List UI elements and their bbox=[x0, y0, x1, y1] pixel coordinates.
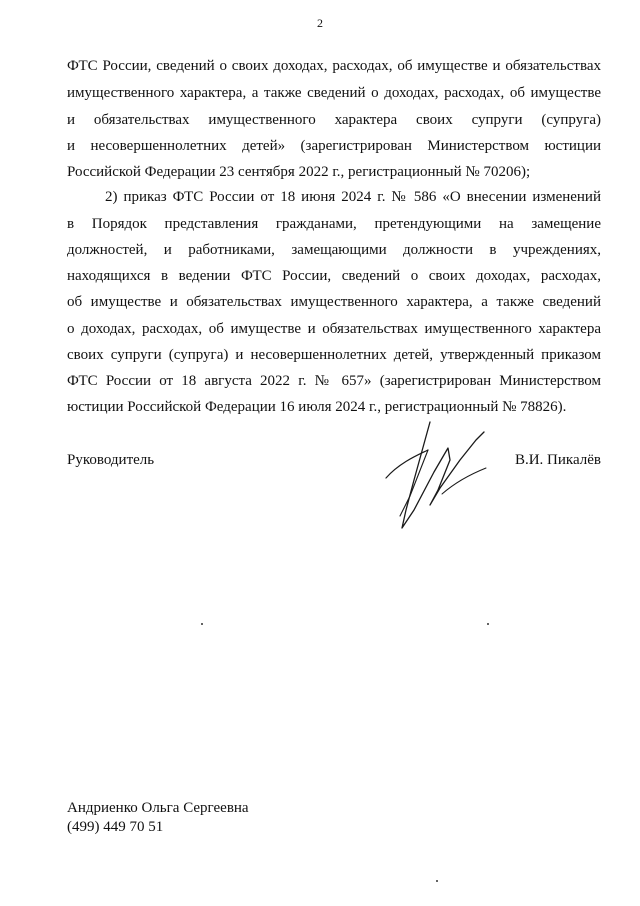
body-line: об имуществе и обязательствах имущественного характера, а также сведений bbox=[67, 294, 601, 310]
executor-phone: (499) 449 70 51 bbox=[67, 819, 164, 835]
body-line: юстиции Российской Федерации 16 июля 2024 г., регистрационный № 78826). bbox=[67, 399, 567, 415]
signer-title: Руководитель bbox=[67, 452, 155, 468]
body-line: должностей, и работниками, замещающими должности в учреждениях, bbox=[67, 242, 601, 258]
body-line: и обязательствах имущественного характера своих супруги (супруга) bbox=[67, 112, 601, 128]
scan-speck bbox=[487, 623, 489, 625]
body-line: находящихся в ведении ФТС России, сведений о своих доходах, расходах, bbox=[67, 268, 601, 284]
executor-name: Андриенко Ольга Сергеевна bbox=[67, 800, 249, 816]
body-line: о доходах, расходах, об имуществе и обязательствах имущественного характера bbox=[67, 321, 601, 337]
scan-speck bbox=[201, 623, 203, 625]
body-line: своих супруги (супруга) и несовершеннолетних детей, утвержденный приказом bbox=[67, 347, 601, 363]
body-line: в Порядок представления гражданами, претендующими на замещение bbox=[67, 216, 601, 232]
body-line: Российской Федерации 23 сентября 2022 г., регистрационный № 70206); bbox=[67, 164, 531, 180]
handwritten-signature bbox=[380, 410, 490, 540]
signer-name: В.И. Пикалёв bbox=[514, 452, 601, 468]
body-line: 2) приказ ФТС России от 18 июня 2024 г. № 586 «О внесении изменений bbox=[105, 189, 601, 205]
body-line: ФТС России, сведений о своих доходах, расходах, об имуществе и обязательствах bbox=[67, 58, 601, 74]
body-line: имущественного характера, а также сведений о доходах, расходах, об имуществе bbox=[67, 85, 601, 101]
scan-speck bbox=[436, 880, 438, 882]
page-number: 2 bbox=[317, 16, 323, 30]
body-line: ФТС России от 18 августа 2022 г. № 657» (зарегистрирован Министерством bbox=[67, 373, 601, 389]
body-line: и несовершеннолетних детей» (зарегистрирован Министерством юстиции bbox=[67, 138, 601, 154]
